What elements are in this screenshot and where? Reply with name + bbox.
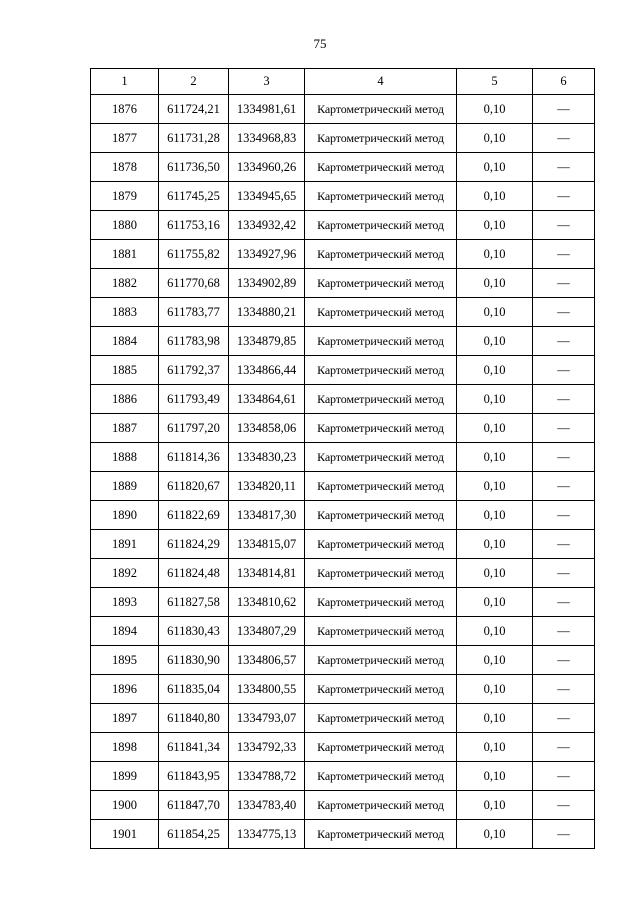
note-cell: —: [533, 762, 595, 791]
y-coordinate-cell: 1334879,85: [229, 327, 305, 356]
method-cell: Картометрический метод: [305, 298, 457, 327]
x-coordinate-cell: 611827,58: [159, 588, 229, 617]
note-cell: —: [533, 298, 595, 327]
x-coordinate-cell: 611840,80: [159, 704, 229, 733]
point-number-cell: 1886: [91, 385, 159, 414]
accuracy-cell: 0,10: [457, 559, 533, 588]
table-row: [91, 443, 595, 472]
method-cell: Картометрический метод: [305, 617, 457, 646]
accuracy-cell: 0,10: [457, 240, 533, 269]
note-cell: —: [533, 95, 595, 124]
x-coordinate-cell: 611820,67: [159, 472, 229, 501]
accuracy-cell: 0,10: [457, 153, 533, 182]
point-number-cell: 1889: [91, 472, 159, 501]
note-cell: —: [533, 472, 595, 501]
method-cell: Картометрический метод: [305, 414, 457, 443]
point-number-cell: 1897: [91, 704, 159, 733]
note-cell: —: [533, 327, 595, 356]
y-coordinate-cell: 1334792,33: [229, 733, 305, 762]
table-row: [91, 588, 595, 617]
accuracy-cell: 0,10: [457, 820, 533, 849]
method-cell: Картометрический метод: [305, 95, 457, 124]
y-coordinate-cell: 1334981,61: [229, 95, 305, 124]
accuracy-cell: 0,10: [457, 646, 533, 675]
table-row: [91, 356, 595, 385]
x-coordinate-cell: 611753,16: [159, 211, 229, 240]
point-number-cell: 1898: [91, 733, 159, 762]
point-number-cell: 1885: [91, 356, 159, 385]
method-cell: Картометрический метод: [305, 675, 457, 704]
note-cell: —: [533, 443, 595, 472]
method-cell: Картометрический метод: [305, 472, 457, 501]
method-cell: Картометрический метод: [305, 559, 457, 588]
table-row: [91, 211, 595, 240]
accuracy-cell: 0,10: [457, 385, 533, 414]
point-number-cell: 1878: [91, 153, 159, 182]
point-number-cell: 1881: [91, 240, 159, 269]
accuracy-cell: 0,10: [457, 356, 533, 385]
accuracy-cell: 0,10: [457, 588, 533, 617]
table-header: [91, 69, 595, 95]
note-cell: —: [533, 530, 595, 559]
method-cell: Картометрический метод: [305, 791, 457, 820]
table-row: [91, 95, 595, 124]
table-row: [91, 646, 595, 675]
x-coordinate-cell: 611783,77: [159, 298, 229, 327]
method-cell: Картометрический метод: [305, 704, 457, 733]
note-cell: —: [533, 269, 595, 298]
header-cell-4: 4: [305, 69, 457, 95]
point-number-cell: 1876: [91, 95, 159, 124]
table-row: [91, 327, 595, 356]
x-coordinate-cell: 611824,48: [159, 559, 229, 588]
point-number-cell: 1883: [91, 298, 159, 327]
note-cell: —: [533, 733, 595, 762]
accuracy-cell: 0,10: [457, 791, 533, 820]
point-number-cell: 1891: [91, 530, 159, 559]
note-cell: —: [533, 414, 595, 443]
method-cell: Картометрический метод: [305, 356, 457, 385]
y-coordinate-cell: 1334927,96: [229, 240, 305, 269]
accuracy-cell: 0,10: [457, 124, 533, 153]
x-coordinate-cell: 611770,68: [159, 269, 229, 298]
table-row: [91, 704, 595, 733]
y-coordinate-cell: 1334814,81: [229, 559, 305, 588]
point-number-cell: 1884: [91, 327, 159, 356]
y-coordinate-cell: 1334880,21: [229, 298, 305, 327]
y-coordinate-cell: 1334788,72: [229, 762, 305, 791]
point-number-cell: 1899: [91, 762, 159, 791]
y-coordinate-cell: 1334830,23: [229, 443, 305, 472]
method-cell: Картометрический метод: [305, 588, 457, 617]
accuracy-cell: 0,10: [457, 211, 533, 240]
note-cell: —: [533, 356, 595, 385]
y-coordinate-cell: 1334800,55: [229, 675, 305, 704]
x-coordinate-cell: 611847,70: [159, 791, 229, 820]
y-coordinate-cell: 1334858,06: [229, 414, 305, 443]
method-cell: Картометрический метод: [305, 820, 457, 849]
point-number-cell: 1901: [91, 820, 159, 849]
method-cell: Картометрический метод: [305, 762, 457, 791]
page-number: 75: [313, 36, 327, 51]
accuracy-cell: 0,10: [457, 414, 533, 443]
table-row: [91, 675, 595, 704]
table-row: [91, 559, 595, 588]
accuracy-cell: 0,10: [457, 269, 533, 298]
table-row: [91, 153, 595, 182]
y-coordinate-cell: 1334775,13: [229, 820, 305, 849]
header-cell-2: 2: [159, 69, 229, 95]
table-row: [91, 124, 595, 153]
x-coordinate-cell: 611835,04: [159, 675, 229, 704]
table-row: [91, 762, 595, 791]
point-number-cell: 1890: [91, 501, 159, 530]
table-row: [91, 298, 595, 327]
note-cell: —: [533, 211, 595, 240]
x-coordinate-cell: 611731,28: [159, 124, 229, 153]
point-number-cell: 1895: [91, 646, 159, 675]
x-coordinate-cell: 611854,25: [159, 820, 229, 849]
x-coordinate-cell: 611830,43: [159, 617, 229, 646]
accuracy-cell: 0,10: [457, 327, 533, 356]
point-number-cell: 1877: [91, 124, 159, 153]
method-cell: Картометрический метод: [305, 646, 457, 675]
x-coordinate-cell: 611797,20: [159, 414, 229, 443]
x-coordinate-cell: 611814,36: [159, 443, 229, 472]
y-coordinate-cell: 1334815,07: [229, 530, 305, 559]
x-coordinate-cell: 611822,69: [159, 501, 229, 530]
note-cell: —: [533, 240, 595, 269]
accuracy-cell: 0,10: [457, 472, 533, 501]
note-cell: —: [533, 153, 595, 182]
header-cell-5: 5: [457, 69, 533, 95]
method-cell: Картометрический метод: [305, 327, 457, 356]
y-coordinate-cell: 1334783,40: [229, 791, 305, 820]
accuracy-cell: 0,10: [457, 704, 533, 733]
y-coordinate-cell: 1334806,57: [229, 646, 305, 675]
x-coordinate-cell: 611843,95: [159, 762, 229, 791]
x-coordinate-cell: 611824,29: [159, 530, 229, 559]
x-coordinate-cell: 611830,90: [159, 646, 229, 675]
method-cell: Картометрический метод: [305, 385, 457, 414]
accuracy-cell: 0,10: [457, 182, 533, 211]
table-row: [91, 733, 595, 762]
y-coordinate-cell: 1334807,29: [229, 617, 305, 646]
point-number-cell: 1887: [91, 414, 159, 443]
coordinates-table: [90, 68, 595, 849]
note-cell: —: [533, 675, 595, 704]
x-coordinate-cell: 611736,50: [159, 153, 229, 182]
point-number-cell: 1893: [91, 588, 159, 617]
table-row: [91, 385, 595, 414]
header-cell-1: 1: [91, 69, 159, 95]
accuracy-cell: 0,10: [457, 501, 533, 530]
accuracy-cell: 0,10: [457, 762, 533, 791]
header-row: [91, 69, 595, 95]
point-number-cell: 1894: [91, 617, 159, 646]
x-coordinate-cell: 611792,37: [159, 356, 229, 385]
note-cell: —: [533, 501, 595, 530]
note-cell: —: [533, 617, 595, 646]
y-coordinate-cell: 1334810,62: [229, 588, 305, 617]
table-row: [91, 617, 595, 646]
method-cell: Картометрический метод: [305, 182, 457, 211]
note-cell: —: [533, 820, 595, 849]
accuracy-cell: 0,10: [457, 95, 533, 124]
y-coordinate-cell: 1334817,30: [229, 501, 305, 530]
table-row: [91, 414, 595, 443]
accuracy-cell: 0,10: [457, 733, 533, 762]
note-cell: —: [533, 124, 595, 153]
note-cell: —: [533, 588, 595, 617]
accuracy-cell: 0,10: [457, 617, 533, 646]
method-cell: Картометрический метод: [305, 443, 457, 472]
y-coordinate-cell: 1334968,83: [229, 124, 305, 153]
note-cell: —: [533, 704, 595, 733]
method-cell: Картометрический метод: [305, 530, 457, 559]
header-cell-6: 6: [533, 69, 595, 95]
y-coordinate-cell: 1334932,42: [229, 211, 305, 240]
table-body: [91, 95, 595, 849]
note-cell: —: [533, 646, 595, 675]
point-number-cell: 1882: [91, 269, 159, 298]
point-number-cell: 1880: [91, 211, 159, 240]
table-row: [91, 472, 595, 501]
x-coordinate-cell: 611745,25: [159, 182, 229, 211]
y-coordinate-cell: 1334793,07: [229, 704, 305, 733]
accuracy-cell: 0,10: [457, 530, 533, 559]
point-number-cell: 1896: [91, 675, 159, 704]
table-row: [91, 530, 595, 559]
note-cell: —: [533, 385, 595, 414]
accuracy-cell: 0,10: [457, 298, 533, 327]
y-coordinate-cell: 1334820,11: [229, 472, 305, 501]
method-cell: Картометрический метод: [305, 240, 457, 269]
table-row: [91, 182, 595, 211]
point-number-cell: 1879: [91, 182, 159, 211]
note-cell: —: [533, 559, 595, 588]
table-row: [91, 791, 595, 820]
note-cell: —: [533, 791, 595, 820]
table-row: [91, 820, 595, 849]
point-number-cell: 1888: [91, 443, 159, 472]
accuracy-cell: 0,10: [457, 675, 533, 704]
x-coordinate-cell: 611793,49: [159, 385, 229, 414]
x-coordinate-cell: 611755,82: [159, 240, 229, 269]
point-number-cell: 1892: [91, 559, 159, 588]
method-cell: Картометрический метод: [305, 153, 457, 182]
table-row: [91, 501, 595, 530]
method-cell: Картометрический метод: [305, 269, 457, 298]
table-row: [91, 240, 595, 269]
accuracy-cell: 0,10: [457, 443, 533, 472]
y-coordinate-cell: 1334960,26: [229, 153, 305, 182]
x-coordinate-cell: 611841,34: [159, 733, 229, 762]
method-cell: Картометрический метод: [305, 124, 457, 153]
header-cell-3: 3: [229, 69, 305, 95]
method-cell: Картометрический метод: [305, 211, 457, 240]
y-coordinate-cell: 1334902,89: [229, 269, 305, 298]
y-coordinate-cell: 1334864,61: [229, 385, 305, 414]
point-number-cell: 1900: [91, 791, 159, 820]
x-coordinate-cell: 611724,21: [159, 95, 229, 124]
x-coordinate-cell: 611783,98: [159, 327, 229, 356]
y-coordinate-cell: 1334866,44: [229, 356, 305, 385]
note-cell: —: [533, 182, 595, 211]
method-cell: Картометрический метод: [305, 733, 457, 762]
table-row: [91, 269, 595, 298]
method-cell: Картометрический метод: [305, 501, 457, 530]
y-coordinate-cell: 1334945,65: [229, 182, 305, 211]
